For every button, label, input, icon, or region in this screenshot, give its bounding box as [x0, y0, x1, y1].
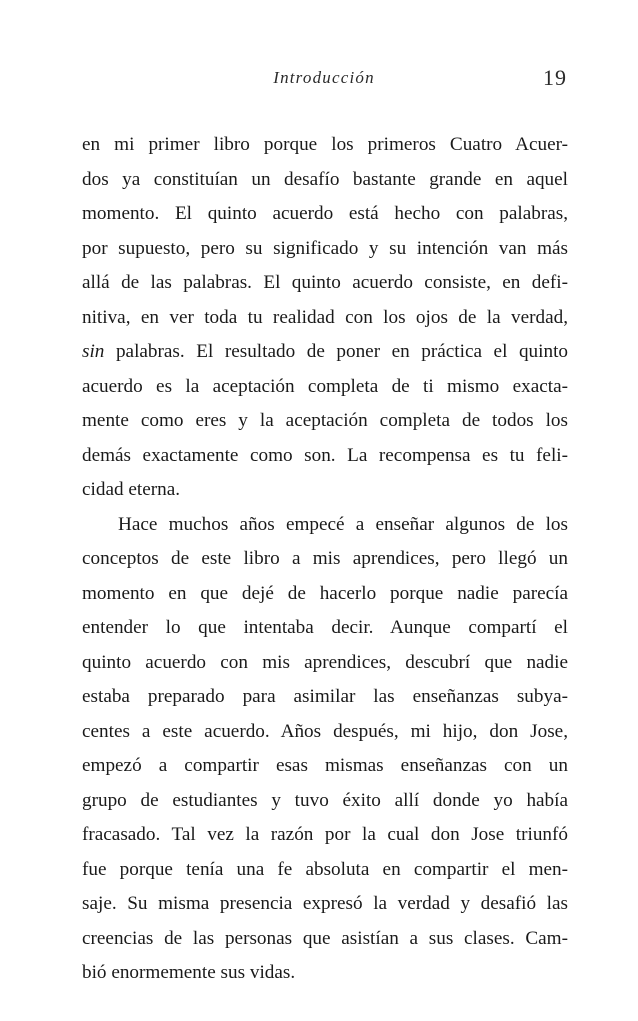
text-line: fue porque tenía una fe absoluta en compartir el men-	[82, 858, 568, 880]
text-line: empezó a compartir esas mismas enseñanzas con un	[82, 755, 568, 776]
paragraph-2	[82, 508, 568, 991]
text-line: momento. El quinto acuerdo está hecho con palabras,	[82, 203, 568, 224]
italic-word: sin	[82, 341, 105, 362]
text-line: por supuesto, pero su significado y su intención van más	[82, 237, 568, 259]
text-line: mente como eres y la aceptación completa de todos los	[82, 410, 568, 431]
text-line: nitiva, en ver toda tu realidad con los ojos de la verdad,	[82, 306, 568, 328]
text-line: centes a este acuerdo. Años después, mi hijo, don Jose,	[82, 720, 568, 742]
text-line: estaba preparado para asimilar las enseñanzas subya-	[82, 686, 568, 707]
running-title: Introducción	[273, 68, 375, 87]
text-span: palabras. El resultado de poner en práctica el quinto	[104, 341, 568, 362]
text-line: cidad eterna.	[82, 479, 181, 500]
text-line: entender lo que intentaba decir. Aunque compartí el	[82, 617, 568, 638]
text-line: fracasado. Tal vez la razón por la cual don Jose triunfó	[82, 824, 568, 845]
text-line: quinto acuerdo con mis aprendices, descubrí que nadie	[82, 651, 568, 673]
text-line: grupo de estudiantes y tuvo éxito allí donde yo había	[82, 789, 568, 811]
text-line: saje. Su misma presencia expresó la verdad y desafió las	[82, 893, 568, 914]
body-text	[82, 128, 568, 991]
running-header	[81, 65, 567, 98]
text-line: creencias de las personas que asistían a sus clases. Cam-	[82, 927, 568, 949]
text-line: Hace muchos años empecé a enseñar algunos de los	[118, 513, 568, 535]
text-line: dos ya constituían un desafío bastante grande en aquel	[82, 168, 568, 190]
text-line	[82, 335, 568, 370]
text-line: conceptos de este libro a mis aprendices, pero llegó un	[82, 548, 568, 569]
text-line: demás exactamente como son. La recompensa es tu feli-	[82, 444, 568, 466]
page-number: 19	[543, 65, 567, 90]
text-line: momento en que dejé de hacerlo porque nadie parecía	[82, 582, 568, 604]
text-line: en mi primer libro porque los primeros Cuatro Acuer-	[82, 134, 568, 155]
text-line: bió enormemente sus vidas.	[82, 962, 296, 983]
paragraph-1	[82, 128, 568, 508]
text-line: allá de las palabras. El quinto acuerdo consiste, en defi-	[82, 272, 568, 293]
text-line: acuerdo es la aceptación completa de ti mismo exacta-	[82, 375, 568, 397]
